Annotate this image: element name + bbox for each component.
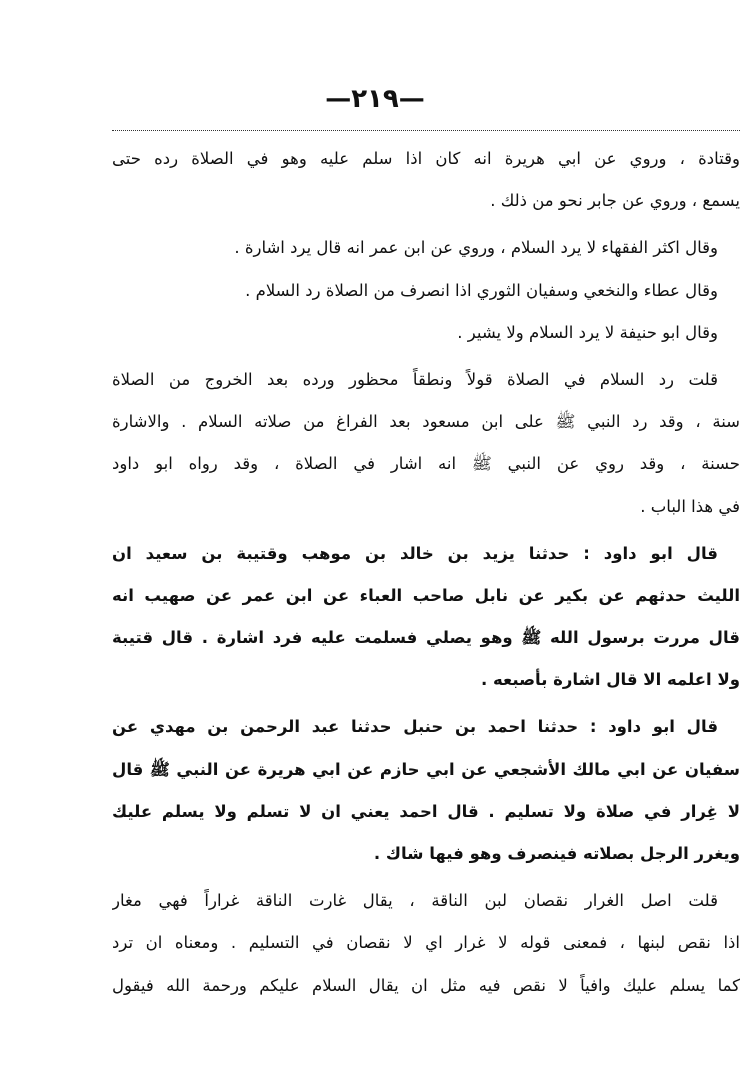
text-line: لا غِرار في صلاة ولا تسليم . قال احمد يعني ان لا تسلم ولا يسلم عليك [112,801,740,821]
page-header [0,84,750,114]
paragraph [112,880,740,1007]
text-line: كما يسلم عليك وافياً لا نقص فيه مثل ان يقال السلام عليكم ورحمة الله فيقول [112,975,740,995]
paragraph [112,533,740,702]
text-line: قلت اصل الغرار نقصان لبن الناقة ، يقال غارت الناقة غراراً فهي مغار [112,891,718,911]
page-number: —٢١٩— [325,84,425,114]
text-line: وقال اكثر الفقهاء لا يرد السلام ، وروي عن ابن عمر انه قال يرد اشارة . [234,238,718,258]
text-line: وقتادة ، وروي عن ابي هريرة انه كان اذا سلم عليه وهو في الصلاة رده حتى [112,149,740,168]
text-line: ولا اعلمه الا قال اشارة بأصبعه . [481,670,740,690]
paragraph [112,227,740,354]
text-line: الليث حدثهم عن بكير عن نابل صاحب العباء عن ابن عمر عن صهيب انه [112,585,740,605]
text-line: قلت رد السلام في الصلاة قولاً ونطقاً محظور ورده بعد الخروج من الصلاة [112,369,718,389]
text-line: وقال ابو حنيفة لا يرد السلام ولا يشير . [457,322,718,342]
text-line: قال مررت برسول الله ﷺ وهو يصلي فسلمت عليه فرد اشارة . قال قتيبة [112,628,740,648]
text-line: قال ابو داود : حدثنا يزيد بن خالد بن موهب وقتيبة بن سعيد ان [112,543,718,563]
header-dotted-rule [112,130,740,131]
text-line: سنة ، وقد رد النبي ﷺ على ابن مسعود بعد الفراغ من صلاته السلام . والاشارة [112,412,740,432]
text-line: يسمع ، وروي عن جابر نحو من ذلك . [490,191,740,211]
paragraph [112,359,740,528]
body-text [112,138,740,1007]
text-line: وقال عطاء والنخعي وسفيان الثوري اذا انصرف من الصلاة رد السلام . [245,280,718,300]
text-line: في هذا الباب . [640,496,740,516]
text-line: حسنة ، وقد روي عن النبي ﷺ انه اشار في الصلاة ، وقد رواه ابو داود [112,454,740,474]
text-line: ويغرر الرجل بصلاته فينصرف وهو فيها شاك . [373,844,740,863]
text-line: قال ابو داود : حدثنا احمد بن حنبل حدثنا عبد الرحمن بن مهدي عن [112,717,718,737]
paragraph [112,706,740,875]
text-line: سفيان عن ابي مالك الأشجعي عن ابي حازم عن ابي هريرة عن النبي ﷺ قال [112,759,740,779]
text-line: اذا نقص لبنها ، فمعنى قوله لا غرار اي لا نقصان في التسليم . ومعناه ان ترد [112,933,740,953]
paragraph [112,138,740,222]
